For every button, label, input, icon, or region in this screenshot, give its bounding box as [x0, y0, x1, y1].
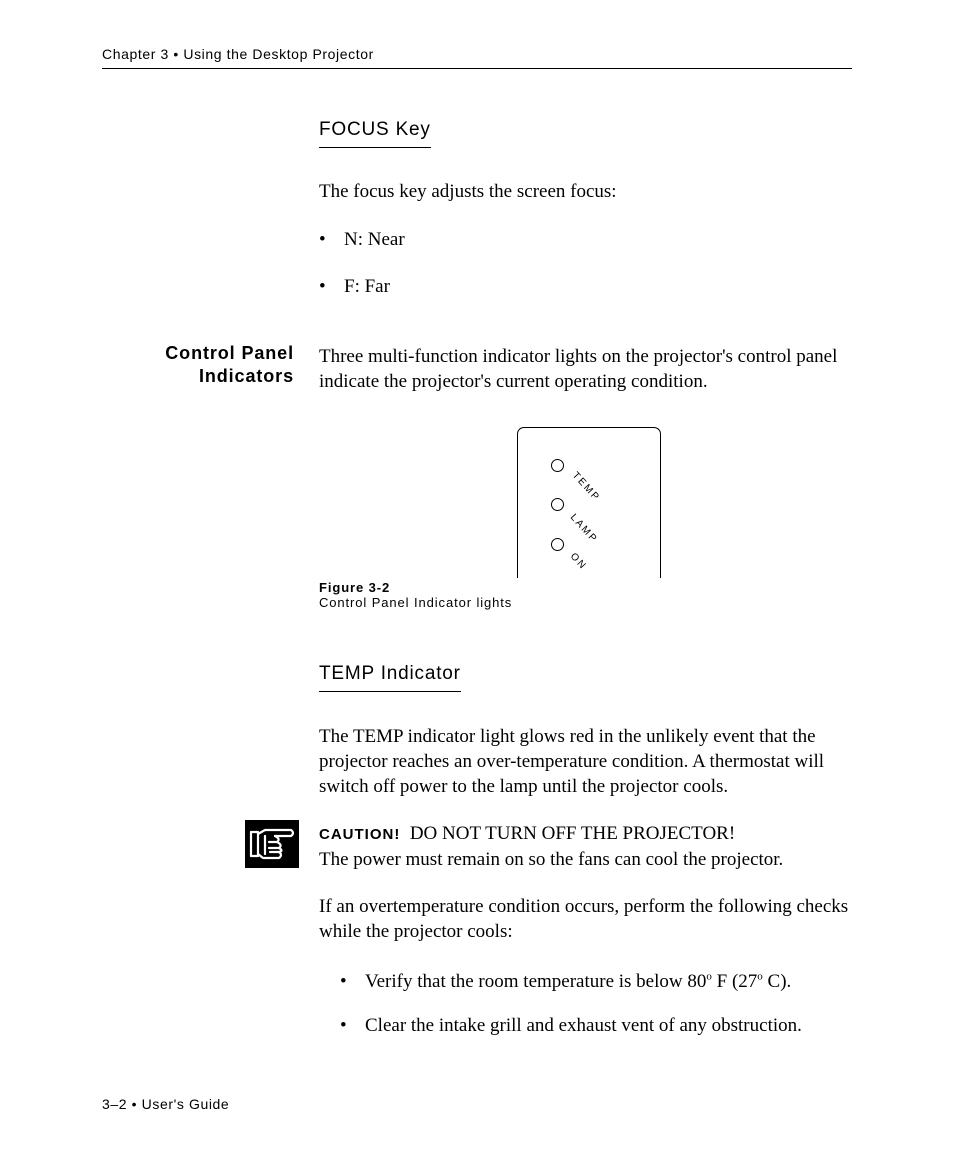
control-panel-paragraph: Three multi-function indicator lights on the projector's control panel indicate the projector's current operating condition.: [319, 346, 838, 392]
degree-mark: o: [757, 971, 763, 983]
temp-label: TEMP: [569, 470, 602, 504]
check-text-part: C).: [762, 971, 792, 993]
bullet-symbol: •: [319, 276, 326, 297]
running-header: Chapter 3 • Using the Desktop Projector: [102, 46, 374, 62]
check-vents-text: Clear the intake grill and exhaust vent of any obstruction.: [365, 1015, 802, 1036]
caution-hand-icon: [245, 820, 299, 868]
check-temperature-text: [365, 971, 791, 992]
caution-line: [319, 821, 859, 847]
caution-label: CAUTION!: [319, 826, 401, 843]
list-item: [340, 1013, 802, 1038]
caution-text: DO NOT TURN OFF THE PROJECTOR!: [409, 823, 736, 844]
focus-far-text: F: Far: [344, 276, 390, 297]
control-panel-illustration: [517, 427, 661, 578]
list-item: [319, 227, 405, 252]
check-text-part: F (27: [711, 971, 758, 993]
lamp-light-icon: [551, 498, 564, 511]
caution-block: [319, 821, 859, 872]
degree-mark: o: [706, 971, 712, 983]
caution-explanation: The power must remain on so the fans can cool the projector.: [319, 849, 784, 870]
check-text-part: Verify that the room temperature is below 80: [365, 971, 707, 993]
focus-near-text: N: Near: [344, 229, 405, 250]
temp-light-icon: [551, 459, 564, 472]
page-footer: 3–2 • User's Guide: [102, 1096, 230, 1112]
bullet-symbol: •: [340, 971, 347, 993]
list-item: [319, 274, 390, 299]
checks-intro: If an overtemperature condition occurs, perform the following checks while the projector cools:: [319, 896, 849, 942]
bullet-symbol: •: [319, 229, 326, 250]
figure-number: Figure 3-2: [319, 580, 391, 595]
focus-key-heading: FOCUS Key: [319, 119, 431, 148]
temp-indicator-paragraph: The TEMP indicator light glows red in the unlikely event that the projector reaches an over-temperature condition. A thermostat will switch off power to the lamp until the projector cools.: [319, 726, 825, 797]
temp-indicator-heading: TEMP Indicator: [319, 663, 461, 692]
focus-key-intro: The focus key adjusts the screen focus:: [319, 181, 617, 202]
header-rule: [102, 68, 852, 69]
on-label: ON: [567, 551, 589, 573]
side-heading-line: Control Panel: [165, 343, 294, 363]
side-heading-line: Indicators: [198, 366, 294, 386]
figure-caption: Control Panel Indicator lights: [319, 595, 513, 610]
bullet-symbol: •: [340, 1015, 347, 1036]
control-panel-side-heading: [165, 342, 294, 388]
lamp-label: LAMP: [567, 512, 600, 546]
on-light-icon: [551, 538, 564, 551]
list-item: [340, 965, 791, 994]
